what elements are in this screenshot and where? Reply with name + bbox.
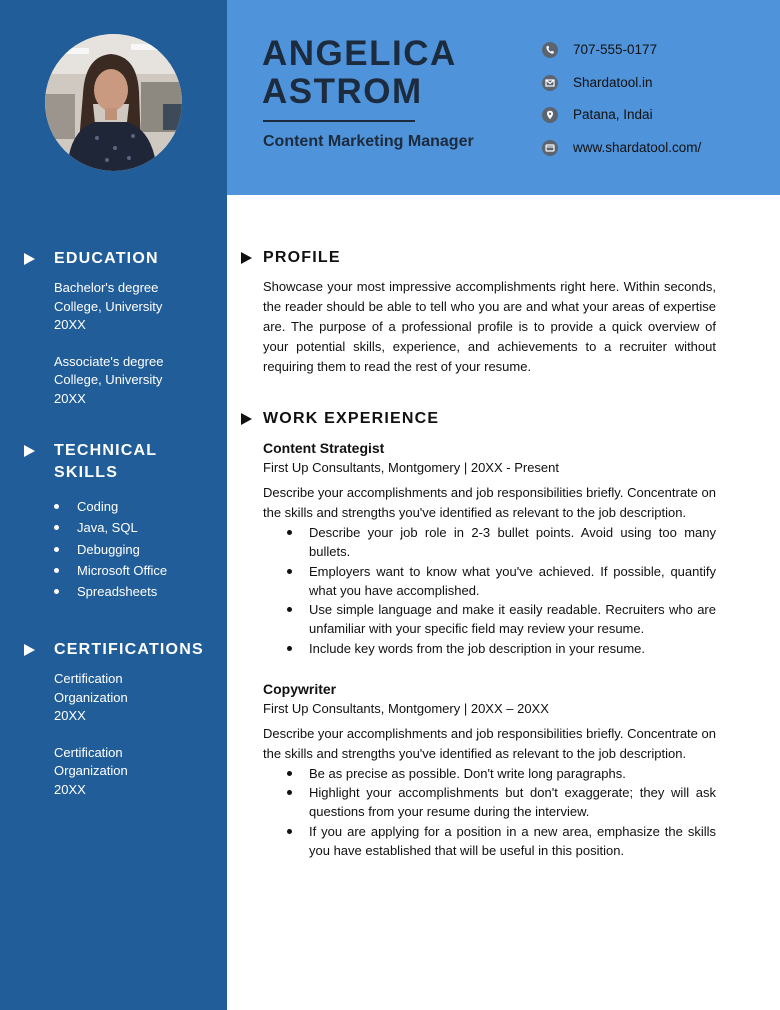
job-bullets (241, 523, 716, 658)
skill-item: Coding (54, 496, 227, 517)
certification-name: Certification (54, 744, 123, 760)
main-content (241, 247, 716, 860)
email-icon (542, 75, 558, 91)
education-year: 20XX (54, 390, 86, 406)
education-heading: EDUCATION (0, 248, 227, 270)
contact-email[interactable]: Shardatool.in (542, 73, 701, 106)
job-summary: Describe your accomplishments and job responsibilities briefly. Concentrate on the skills and strengths you've identified as relevant to the job description. (263, 725, 716, 761)
header-band (227, 0, 780, 195)
job-role: Copywriter (263, 680, 337, 697)
education-section (0, 248, 227, 408)
certification-year: 20XX (54, 708, 86, 723)
profile-heading: PROFILE (241, 247, 716, 269)
job-company: First Up Consultants, Montgomery | 20XX – 20XX (263, 700, 549, 716)
triangle-right-icon (24, 253, 35, 265)
education-entry (0, 279, 227, 335)
education-degree: Associate's degree (54, 353, 164, 369)
job-bullet: Use simple language and make it easily readable. Recruiters who are unfamiliar with your specific field may review your resume. (309, 602, 716, 636)
sidebar (0, 0, 227, 1010)
education-school: College, University (54, 372, 163, 387)
job-bullet: Employers want to know what you've achieved. If possible, quantify what you have accomplished. (309, 563, 716, 598)
certification-org: Organization (54, 689, 128, 705)
work-experience-heading: WORK EXPERIENCE (241, 408, 716, 430)
job-bullet: Highlight your accomplishments but don't exaggerate; they will ask questions from your resume during the interview. (309, 785, 716, 819)
skill-item: Debugging (54, 539, 227, 560)
certification-name: Certification (54, 671, 123, 686)
contact-list (542, 40, 701, 170)
contact-location: Patana, Indai (542, 105, 701, 138)
job-title: Content Marketing Manager (263, 133, 474, 150)
web-icon (542, 140, 558, 156)
certification-entry (0, 744, 227, 800)
contact-phone: 707-555-0177 (542, 40, 701, 73)
job-company: First Up Consultants, Montgomery | 20XX - Present (263, 460, 559, 475)
job-entry (241, 438, 716, 658)
job-role: Content Strategist (263, 440, 385, 456)
contact-website[interactable]: www.shardatool.com/ (542, 138, 701, 171)
skill-item: Spreadsheets (54, 581, 227, 602)
location-icon (542, 107, 558, 123)
job-bullets (241, 764, 716, 860)
job-entry (241, 679, 716, 860)
job-bullet: Describe your job role in 2-3 bullet points. Avoid using too many bullets. (309, 525, 716, 559)
skills-heading: TECHNICAL SKILLS (0, 440, 227, 484)
job-bullet: Be as precise as possible. Don't write long paragraphs. (309, 764, 716, 783)
profile-text: Showcase your most impressive accomplishments right here. Within seconds, the reader should be able to tell who you are and what your areas of expertise are. The purpose of a professional profile is to provide a quick overview of your potential skills, experience, and achievements to a recruiter without requiring them to read the rest of your resume. (263, 279, 716, 374)
skill-item: Microsoft Office (54, 560, 227, 581)
name-divider (263, 120, 415, 122)
triangle-right-icon (241, 252, 252, 264)
certifications-heading: CERTIFICATIONS (0, 639, 227, 661)
certification-entry (0, 670, 227, 726)
triangle-right-icon (24, 644, 35, 656)
work-experience-section (241, 408, 716, 860)
certification-org: Organization (54, 763, 128, 778)
education-school: College, University (54, 298, 163, 314)
education-entry (0, 353, 227, 409)
job-bullet: Include key words from the job description in your resume. (309, 639, 716, 658)
profile-photo-illustration (45, 34, 182, 171)
education-degree: Bachelor's degree (54, 280, 159, 295)
skill-item: Java, SQL (54, 517, 227, 538)
certifications-section (0, 639, 227, 799)
candidate-name: ANGELICA ASTROM (262, 34, 457, 111)
phone-icon (542, 42, 558, 58)
job-summary: Describe your accomplishments and job responsibilities briefly. Concentrate on the skills and strengths you've identified as relevant to the job description. (263, 485, 716, 520)
profile-section (241, 247, 716, 377)
triangle-right-icon (241, 413, 252, 425)
education-year: 20XX (54, 317, 86, 332)
skills-list (0, 496, 227, 602)
profile-photo (45, 34, 182, 171)
job-bullet: If you are applying for a position in a new area, emphasize the skills you have established that will be useful in this position. (309, 823, 716, 858)
certification-year: 20XX (54, 781, 86, 797)
triangle-right-icon (24, 445, 35, 457)
skills-section (0, 440, 227, 602)
